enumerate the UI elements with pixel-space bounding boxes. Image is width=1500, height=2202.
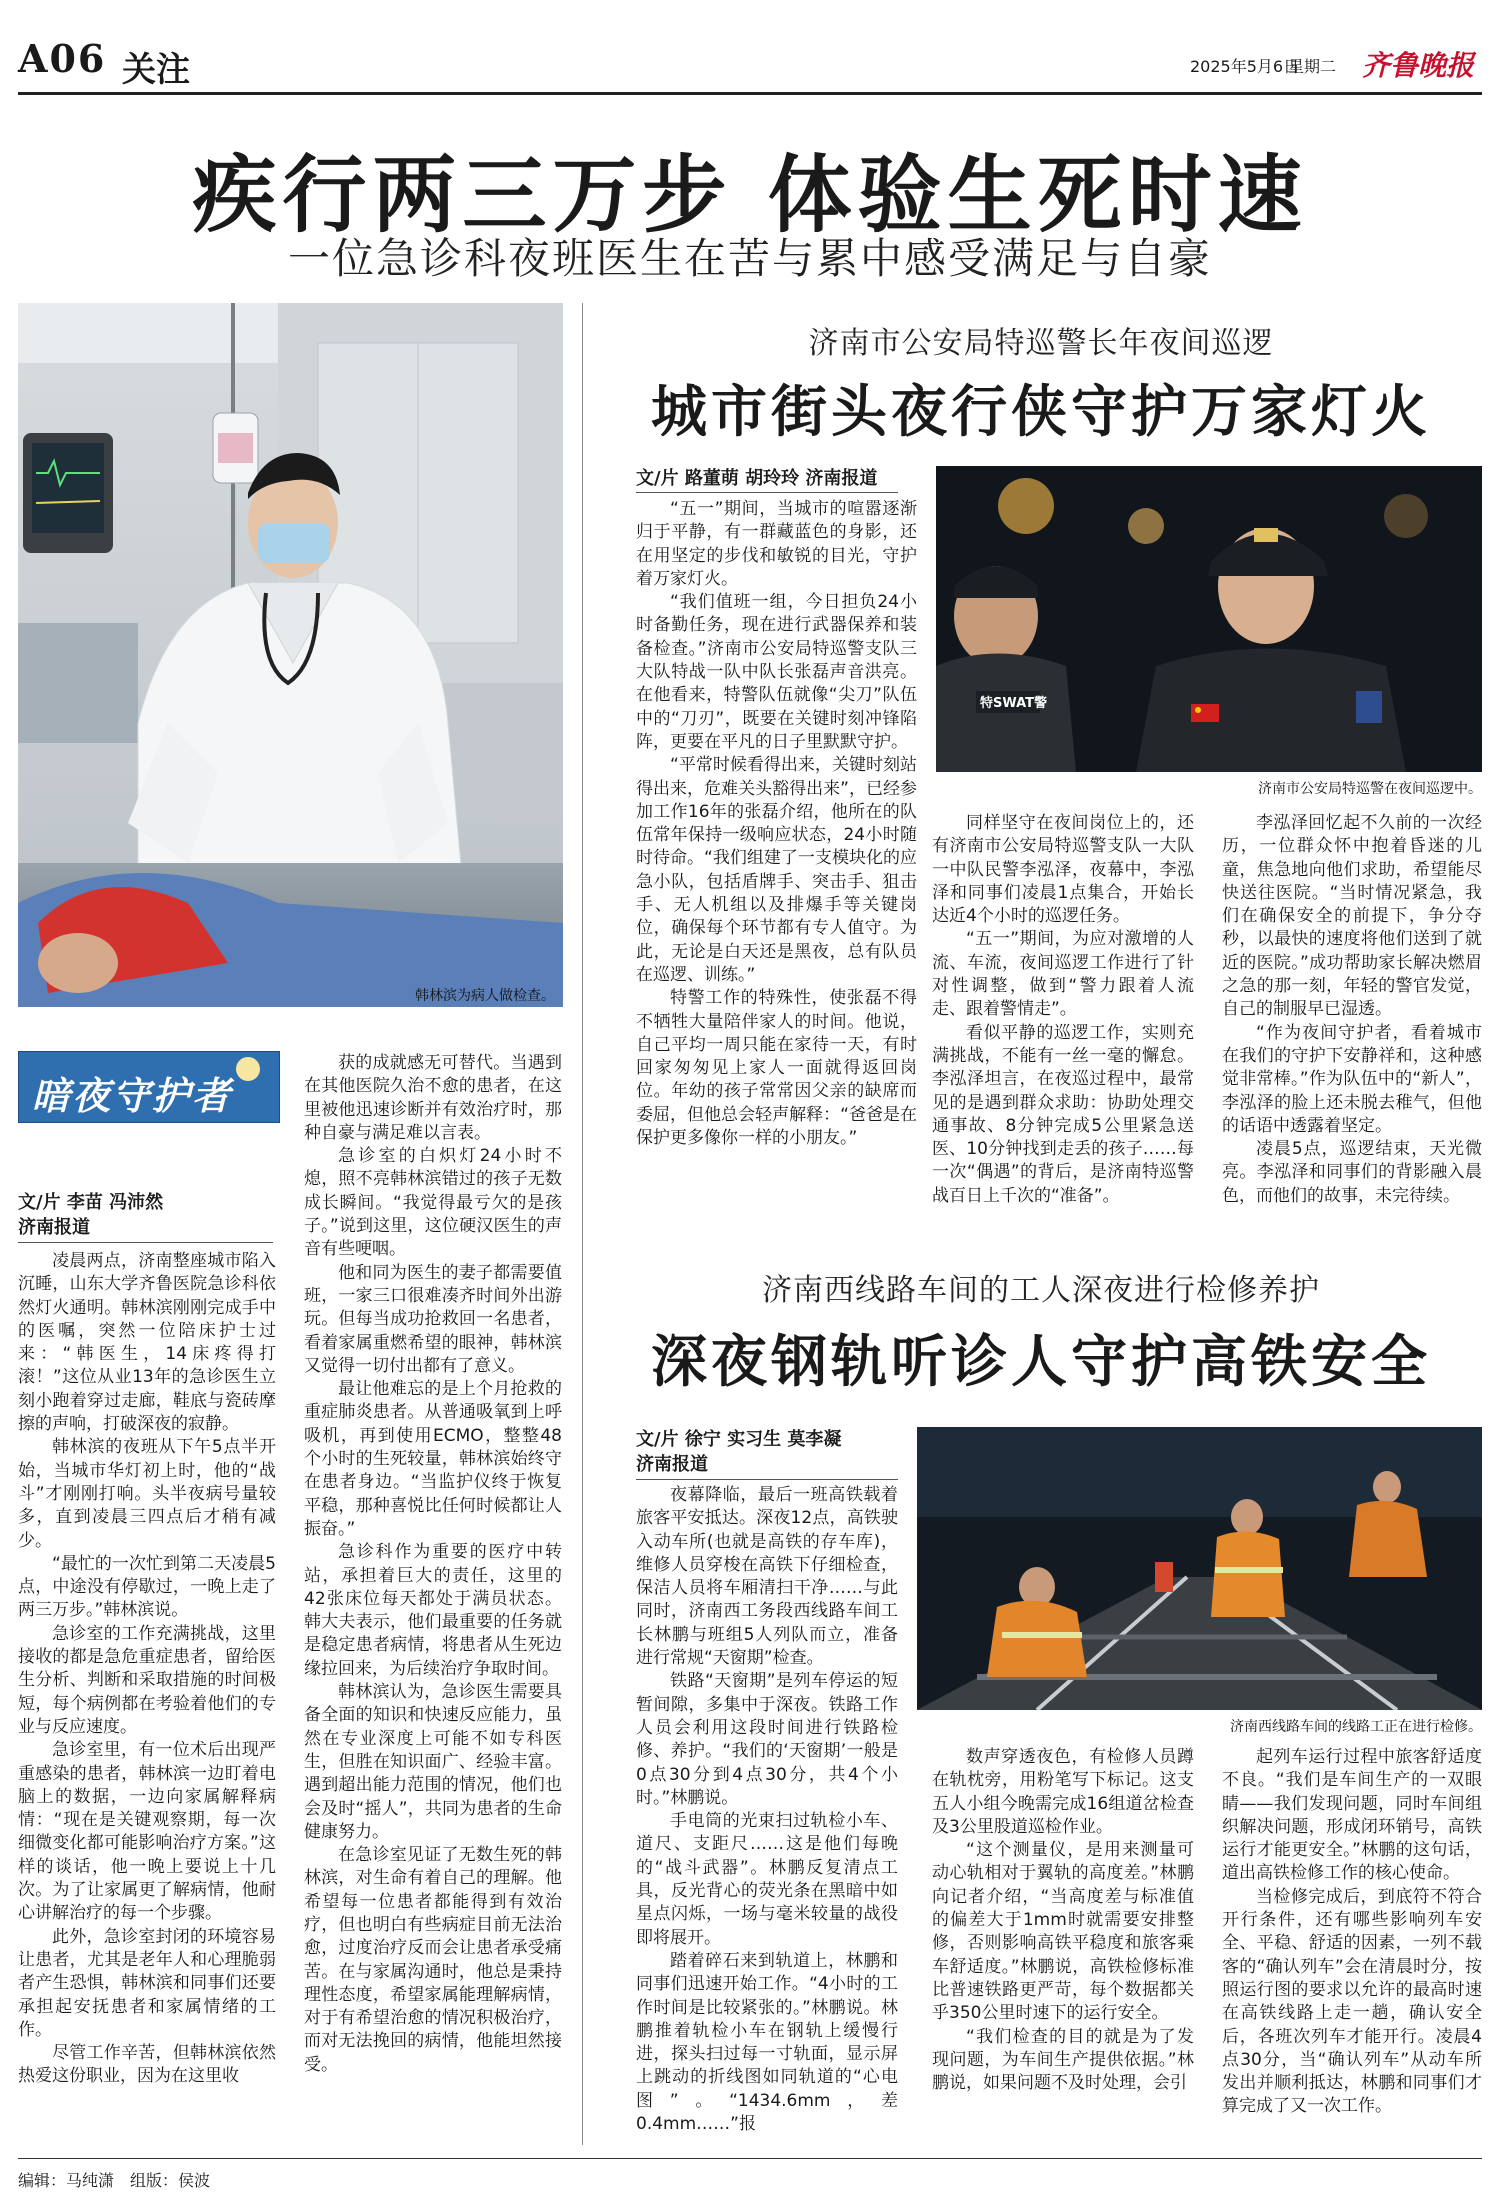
doctor-photo-caption: 韩林滨为病人做检查。 <box>415 988 555 1004</box>
editor-credit: 编辑：马纯潇 <box>18 2171 115 2190</box>
article-paragraph: 铁路“天窗期”是列车停运的短暂间隙，多集中于深夜。铁路工作人员会利用这段时间进行铁路检修、养护。“我们的‘天窗期’一般是0点30分到4点30分，共4个小时。”林鹏说。 <box>636 1671 898 1808</box>
story3-column-3 <box>1222 1746 1482 2145</box>
article-paragraph: “最忙的一次忙到第二天凌晨5点，中途没有停歇过，一晚上走了两三万步。”韩林滨说。 <box>18 1553 276 1621</box>
badge-text: 暗夜守护者 <box>32 1073 233 1118</box>
article-paragraph: 凌晨两点，济南整座城市陷入沉睡，山东大学齐鲁医院急诊科依然灯火通明。韩林滨刚刚完成手中的医嘱，突然一位陪床护士过来：“韩医生，14床疼得打滚！”这位从业13年的急诊医生立刻小跑着穿过走廊，鞋底与瓷砖摩擦的声响，打破深夜的寂静。 <box>18 1251 276 1435</box>
article-paragraph: “我们值班一组，今日担负24小时备勤任务，现在进行武器保养和装备检查。”济南市公安局特巡警支队三大队特战一队中队长张磊声音洪亮。在他看来，特警队伍就像“尖刀”队伍中的“刀刃”，既要在关键时刻冲锋陷阵，更要在平凡的日子里默默守护。 <box>636 592 917 752</box>
story3-column-1 <box>636 1484 898 2145</box>
layout-credit: 组版：侯波 <box>130 2171 211 2190</box>
article-paragraph: 当检修完成后，到底符不符合开行条件，还有哪些影响列车安全、平稳、舒适的因素，一列不载客的“确认列车”会在清晨时分，按照运行图的要求以允许的最高时速在高铁线路上走一趟，确认安全后，各班次列车才能开行。凌晨4点30分，当“确认列车”从动车所发出并顺利抵达，林鹏和同事们才算完成了又一次工作。 <box>1222 1886 1482 2117</box>
story3-byline: 文/片 徐宁 实习生 莫李凝 <box>636 1429 842 1450</box>
railway-maintenance-image <box>917 1427 1482 1710</box>
article-paragraph: “平常时候看得出来，关键时刻站得出来，危难关头豁得出来”，已经参加工作16年的张磊介绍，他所在的队伍常年保持一级响应状态，24小时随时待命。“我们组建了一支模块化的应急小队，包括盾牌手、突击手、狙击手、无人机组以及排爆手等关键岗位，确保每个环节都有专人值守。为此，无论是白天还是黑夜，总有队员在巡逻、训练。” <box>636 755 917 985</box>
section-name: 关注 <box>122 50 190 90</box>
article-paragraph: 尽管工作辛苦，但韩林滨依然热爱这份职业，因为在这里收 <box>18 2043 276 2087</box>
story2-kicker: 济南市公安局特巡警长年夜间巡逻 <box>808 326 1274 361</box>
story2-column-1 <box>636 498 917 1243</box>
story3-kicker: 济南西线路车间的工人深夜进行检修养护 <box>762 1273 1320 1308</box>
article-paragraph: 此外，急诊室封闭的环境容易让患者，尤其是老年人和心理脆弱者产生恐惧，韩林滨和同事们还要承担起安抚患者和家属情绪的工作。 <box>18 1926 276 2040</box>
story2-headline: 城市街头夜行侠守护万家灯火 <box>651 379 1431 445</box>
page-number: A06 <box>18 36 107 81</box>
story1-column-2 <box>304 1052 562 2145</box>
doctor-photo <box>18 303 563 1007</box>
article-paragraph: 特警工作的特殊性，使张磊不得不牺牲大量陪伴家人的时间。他说，自己平均一周只能在家待一天，有时回家匆匆见上家人一面就得返回岗位。年幼的孩子常常因父亲的缺席而委屈，但他总会轻声解释：“爸爸是在保护更多像你一样的小朋友。” <box>636 988 917 1149</box>
police-photo-caption: 济南市公安局特巡警在夜间巡逻中。 <box>1258 781 1482 797</box>
article-paragraph: 踏着碎石来到轨道上，林鹏和同事们迅速开始工作。“4小时的工作时间是比较紧张的。”林鹏说。林鹏推着轨检小车在钢轨上缓慢行进，探头扫过每一寸轨面，显示屏上跳动的折线图如同轨道的“心电图”。“1434.6mm，差0.4mm……”报 <box>636 1950 898 2135</box>
article-paragraph: 最让他难忘的是上个月抢救的重症肺炎患者。从普通吸氧到上呼吸机，再到使用ECMO，整整48个小时的生死较量，韩林滨始终守在患者身边。“当监护仪终于恢复平稳，那种喜悦比任何时候都让人振奋。” <box>304 1379 562 1539</box>
main-headline: 疾行两三万步 体验生死时速 <box>192 145 1308 244</box>
story2-column-2 <box>932 812 1194 1243</box>
byline-rule <box>636 492 898 493</box>
story2-byline: 文/片 路董萌 胡玲玲 济南报道 <box>636 468 878 489</box>
article-paragraph: 看似平静的巡逻工作，实则充满挑战，不能有一丝一毫的懈怠。李泓泽坦言，在夜巡过程中，最常见的是遇到群众求助：协助处理交通事故、8分钟完成5公里紧急送医、10分钟找到走丢的孩子……每一次“偶遇”的背后，是济南特巡警战百日上千次的“准备”。 <box>932 1022 1194 1206</box>
doctor-examining-patient-image <box>18 303 563 1007</box>
police-photo <box>936 466 1482 772</box>
article-paragraph: “五一”期间，当城市的喧嚣逐渐归于平静，有一群藏蓝色的身影，还在用坚定的步伐和敏锐的目光，守护着万家灯火。 <box>636 499 917 589</box>
story3-headline: 深夜钢轨听诊人守护高铁安全 <box>651 1329 1431 1395</box>
article-paragraph: 急诊室的白炽灯24小时不熄，照不亮韩林滨错过的孩子无数成长瞬间。“我觉得最亏欠的是孩子。”说到这里，这位硬汉医生的声音有些哽咽。 <box>304 1146 562 1260</box>
article-paragraph: 他和同为医生的妻子都需要值班，一家三口很难凑齐时间外出游玩。但每当成功抢救回一名患者，看着家属重燃希望的眼神，韩林滨又觉得一切付出都有了意义。 <box>304 1262 562 1376</box>
article-paragraph: 夜幕降临，最后一班高铁载着旅客平安抵达。深夜12点，高铁驶入动车所(也就是高铁的存车库)，维修人员穿梭在高铁下仔细检查，保洁人员将车厢清扫干净……与此同时，济南西工务段西线路车间工长林鹏与班组5人列队而立，准备进行常规“天窗期”检查。 <box>636 1485 898 1669</box>
story2-column-3 <box>1222 812 1482 1243</box>
story1-byline: 文/片 李苗 冯沛然 <box>18 1192 164 1213</box>
issue-date: 2025年5月6日 <box>1190 57 1300 76</box>
vest-label: 特SWAT警 <box>980 696 1048 711</box>
article-paragraph: “五一”期间，为应对激增的人流、车流，夜间巡逻工作进行了针对性调整，做到“警力跟着人流走、跟着警情走”。 <box>932 929 1194 1020</box>
masthead-logo: 齐鲁晚报 <box>1362 49 1475 82</box>
article-paragraph: 韩林滨认为，急诊医生需要具备全面的知识和快速反应能力，虽然在专业深度上可能不如专科医生，但胜在知识面广、经验丰富。遇到超出能力范围的情况，他们也会及时“摇人”，共同为患者的生命健康努力。 <box>304 1682 562 1842</box>
article-paragraph: 韩林滨的夜班从下午5点半开始，当城市华灯初上时，他的“战斗”才刚刚打响。头半夜病号量较多，直到凌晨三四点后才稍有减少。 <box>18 1437 276 1551</box>
main-subheadline: 一位急诊科夜班医生在苦与累中感受满足与自豪 <box>287 234 1212 283</box>
railway-photo-caption: 济南西线路车间的线路工正在进行检修。 <box>1230 1719 1482 1735</box>
column-divider <box>582 303 583 2145</box>
article-paragraph: “作为夜间守护者，看着城市在我们的守护下安静祥和，这种感觉非常棒。”作为队伍中的“新人”，李泓泽的脸上还未脱去稚气，但他的话语中透露着坚定。 <box>1222 1022 1482 1136</box>
article-paragraph: 同样坚守在夜间岗位上的，还有济南市公安局特巡警支队一大队一中队民警李泓泽，夜幕中，李泓泽和同事们凌晨1点集合，开始长达近4个小时的巡逻任务。 <box>932 813 1194 927</box>
byline-rule <box>636 1479 898 1480</box>
article-paragraph: 手电筒的光束扫过轨检小车、道尺、支距尺……这是他们每晚的“战斗武器”。林鹏反复清点工具，反光背心的荧光条在黑暗中如星点闪烁，一场与毫米较量的战役即将展开。 <box>636 1811 898 1948</box>
issue-weekday: 星期二 <box>1288 57 1337 76</box>
special-police-patrol-image <box>936 466 1482 772</box>
article-paragraph: 在急诊室见证了无数生死的韩林滨，对生命有着自己的理解。他希望每一位患者都能得到有效治疗，但也明白有些病症目前无法治愈，过度治疗反而会让患者承受痛苦。在与家属沟通时，他总是秉持理性态度，希望家属能理解病情，对于有希望治愈的情况积极治疗，而对无法挽回的病情，他能坦然接受。 <box>304 1845 562 2075</box>
header-rule <box>18 92 1482 95</box>
byline-rule <box>18 1242 273 1243</box>
footer-rule <box>18 2158 1482 2159</box>
article-paragraph: “这个测量仪，是用来测量可动心轨相对于翼轨的高度差。”林鹏向记者介绍，“当高度差与标准值的偏差大于1mm时就需要安排整修，否则影响高铁平稳度和旅客乘车舒适度。”林鹏说，高铁检修标准比普速铁路更严苛，每个数据都关乎350公里时速下的运行安全。 <box>932 1840 1194 2024</box>
article-paragraph: “我们检查的目的就是为了发现问题，为车间生产提供依据。”林鹏说，如果问题不及时处理，会引 <box>932 2026 1194 2094</box>
story3-location: 济南报道 <box>636 1454 708 1475</box>
story3-column-2 <box>932 1746 1194 2145</box>
article-paragraph: 急诊室里，有一位术后出现严重感染的患者，韩林滨一边盯着电脑上的数据，一边向家属解释病情：“现在是关键观察期，每一次细微变化都可能影响治疗方案。”这样的谈话，他一晚上要说上十几次。为了让家属更了解病情，他耐心讲解治疗的每一个步骤。 <box>18 1740 276 1924</box>
article-paragraph: 李泓泽回忆起不久前的一次经历，一位群众怀中抱着昏迷的儿童，焦急地向他们求助，希望能尽快送往医院。“当时情况紧急，我们在确保安全的前提下，争分夺秒，以最快的速度将他们送到了就近的医院。”成功帮助家长解决燃眉之急的那一刻，年轻的警官发觉，自己的制服早已湿透。 <box>1222 813 1482 1020</box>
night-guardian-badge <box>18 1051 280 1123</box>
railway-photo <box>917 1427 1482 1710</box>
story1-column-1 <box>18 1250 276 2145</box>
article-paragraph: 获的成就感无可替代。当遇到在其他医院久治不愈的患者，在这里被他迅速诊断并有效治疗时，那种自豪与满足难以言表。 <box>304 1053 562 1143</box>
article-paragraph: 凌晨5点，巡逻结束，天光微亮。李泓泽和同事们的背影融入晨色，而他们的故事，未完待续。 <box>1222 1139 1482 1206</box>
article-paragraph: 起列车运行过程中旅客舒适度不良。“我们是车间生产的一双眼睛——我们发现问题，同时车间组织解决问题，形成闭环销号，高铁运行才能更安全。”林鹏的这句话，道出高铁检修工作的核心使命。 <box>1222 1747 1482 1884</box>
article-paragraph: 急诊科作为重要的医疗中转站，承担着巨大的责任，这里的42张床位每天都处于满员状态。韩大夫表示，他们最重要的任务就是稳定患者病情，将患者从生死边缘拉回来，为后续治疗争取时间。 <box>304 1542 562 1679</box>
story1-location: 济南报道 <box>18 1217 90 1238</box>
article-paragraph: 急诊室的工作充满挑战，这里接收的都是急危重症患者，留给医生分析、判断和采取措施的时间极短，每个病例都在考验着他们的专业与反应速度。 <box>18 1623 276 1737</box>
article-paragraph: 数声穿透夜色，有检修人员蹲在轨枕旁，用粉笔写下标记。这支五人小组今晚需完成16组道岔检查及3公里股道巡检作业。 <box>932 1747 1194 1837</box>
